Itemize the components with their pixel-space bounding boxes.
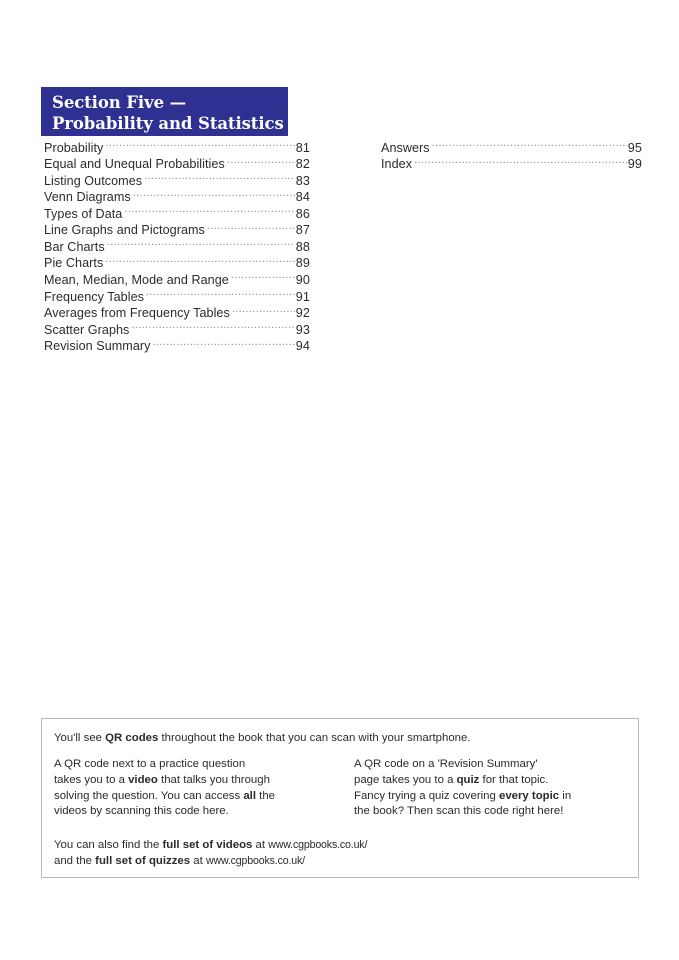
dot-leader (131, 321, 294, 334)
contents-entry-title: Index (381, 157, 413, 172)
contents-entry-page-number: 93 (295, 322, 310, 337)
contents-entry[interactable] (381, 139, 642, 156)
dot-leader (105, 139, 294, 152)
contents-entry[interactable] (381, 156, 642, 173)
qr-footer-line-1-b: at (252, 839, 269, 851)
contents-entry[interactable] (44, 255, 310, 272)
videos-url[interactable]: www.cgpbooks.co.uk/ (268, 839, 368, 851)
qr-quiz-line-3-b: in (559, 789, 572, 802)
qr-footer-line-1-a: You can also find the (54, 839, 163, 851)
qr-video-line-3-b: the (256, 789, 276, 802)
dot-leader (232, 304, 295, 317)
dot-leader (231, 271, 295, 284)
contents-entry-page-number: 89 (295, 256, 310, 271)
qr-footer-line-2-b: at (190, 854, 206, 867)
contents-entry-page-number: 91 (295, 289, 310, 304)
contents-entry-title: Answers (381, 140, 430, 155)
contents-entry-page-number: 87 (295, 223, 310, 238)
contents-entry[interactable] (44, 338, 310, 355)
contents-entry-title: Frequency Tables (44, 289, 144, 304)
qr-intro-bold: QR codes (105, 732, 159, 744)
dot-leader (207, 222, 295, 235)
qr-footer-line-2 (54, 854, 367, 870)
contents-entry-title: Revision Summary (44, 339, 151, 354)
qr-video-line-4: videos by scanning this code here. (54, 805, 229, 818)
qr-quiz-line-2-a: page takes you to a (354, 773, 457, 786)
qr-video-line-3-a: solving the question. You can access (54, 789, 244, 802)
contents-entry[interactable] (44, 304, 310, 321)
qr-info-box (41, 718, 639, 878)
contents-entry-title: Listing Outcomes (44, 173, 143, 188)
qr-video-line-2-a: takes you to a (54, 773, 129, 786)
contents-entry[interactable] (44, 156, 310, 173)
contents-entry-title: Pie Charts (44, 256, 104, 271)
qr-quiz-line-2 (354, 773, 634, 789)
contents-entry-page-number: 94 (295, 339, 310, 354)
contents-entry[interactable] (44, 172, 310, 189)
contents-entry-page-number: 86 (295, 206, 310, 221)
section-heading-line-2: Probability and Statistics (52, 114, 284, 133)
qr-quiz-line-3 (354, 789, 634, 805)
dot-leader (144, 172, 295, 185)
qr-video-line-1: A QR code next to a practice question (54, 758, 246, 770)
contents-entry-page-number: 84 (295, 190, 310, 205)
contents-entry-page-number: 83 (295, 173, 310, 188)
quizzes-url[interactable]: www.cgpbooks.co.uk/ (205, 854, 305, 867)
qr-footer-line-1-bold: full set of videos (162, 839, 253, 851)
qr-footer-links (54, 838, 367, 870)
contents-entry-page-number: 81 (295, 140, 310, 155)
contents-entry[interactable] (44, 139, 310, 156)
qr-video-line-2-bold: video (128, 773, 158, 786)
dot-leader (152, 338, 294, 351)
contents-entry[interactable] (44, 205, 310, 222)
section-heading-banner (41, 87, 288, 136)
contents-entry-page-number: 95 (627, 140, 642, 155)
contents-entry-page-number: 82 (295, 157, 310, 172)
qr-video-line-3 (54, 789, 339, 805)
contents-entry-page-number: 90 (295, 272, 310, 287)
qr-video-line-3-bold: all (243, 789, 257, 802)
contents-entry[interactable] (44, 189, 310, 206)
qr-quiz-line-2-bold: quiz (456, 773, 480, 786)
contents-entry[interactable] (44, 288, 310, 305)
qr-intro-part-1: You'll see (54, 732, 106, 744)
contents-entry-title: Bar Charts (44, 239, 105, 254)
qr-intro-part-2: throughout the book that you can scan with your smartphone. (158, 732, 471, 744)
qr-quiz-line-2-b: for that topic. (479, 773, 549, 786)
contents-entry[interactable] (44, 222, 310, 239)
contents-entry-title: Mean, Median, Mode and Range (44, 272, 229, 287)
contents-entry[interactable] (44, 271, 310, 288)
dot-leader (432, 139, 627, 152)
contents-entry-title: Probability (44, 140, 104, 155)
qr-quiz-paragraph (354, 757, 634, 820)
qr-quiz-line-3-a: Fancy trying a quiz covering (354, 789, 499, 802)
dot-leader (107, 238, 295, 251)
contents-entry-title: Types of Data (44, 206, 123, 221)
contents-entry-title: Scatter Graphs (44, 322, 130, 337)
contents-entry-title: Line Graphs and Pictograms (44, 223, 205, 238)
contents-entry[interactable] (44, 238, 310, 255)
dot-leader (146, 288, 295, 301)
contents-list-left (44, 139, 310, 354)
dot-leader (414, 156, 627, 169)
qr-footer-line-1 (54, 838, 367, 854)
qr-intro-text (54, 730, 471, 746)
dot-leader (133, 189, 295, 202)
qr-quiz-line-4: the book? Then scan this code right here! (354, 805, 564, 818)
contents-entry-title: Venn Diagrams (44, 190, 131, 205)
contents-entry-page-number: 99 (627, 157, 642, 172)
section-heading-line-1: Section Five — (52, 93, 187, 112)
qr-video-line-2-b: that talks you through (157, 773, 270, 786)
qr-footer-line-2-a: and the (54, 854, 96, 867)
contents-entry-page-number: 92 (295, 306, 310, 321)
qr-footer-line-2-bold: full set of quizzes (95, 854, 191, 867)
contents-entry[interactable] (44, 321, 310, 338)
qr-quiz-line-1: A QR code on a 'Revision Summary' (354, 758, 538, 770)
contents-entry-page-number: 88 (295, 239, 310, 254)
qr-video-paragraph (54, 757, 339, 820)
contents-entry-title: Equal and Unequal Probabilities (44, 157, 225, 172)
contents-list-right (381, 139, 642, 172)
qr-video-line-2 (54, 773, 339, 789)
dot-leader (105, 255, 294, 268)
dot-leader (124, 205, 294, 218)
contents-entry-title: Averages from Frequency Tables (44, 306, 230, 321)
qr-quiz-line-3-bold: every topic (498, 789, 560, 802)
dot-leader (227, 156, 295, 169)
